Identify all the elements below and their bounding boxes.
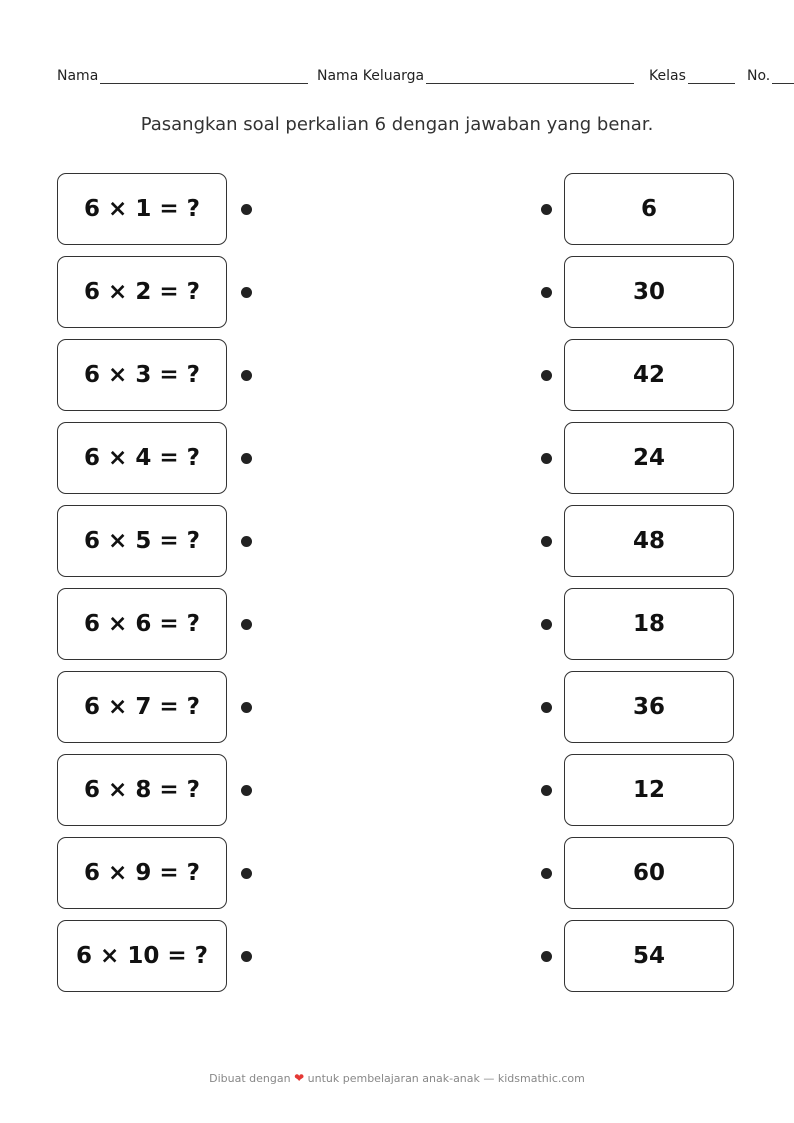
answer-box: 42	[564, 339, 734, 411]
answer-connector-dot[interactable]	[541, 453, 552, 464]
question-connector-dot[interactable]	[241, 619, 252, 630]
question-box: 6 × 6 = ?	[57, 588, 227, 660]
answer-connector-dot[interactable]	[541, 204, 552, 215]
footer-text-before: Dibuat dengan	[209, 1072, 291, 1085]
question-box: 6 × 4 = ?	[57, 422, 227, 494]
answer-connector-dot[interactable]	[541, 702, 552, 713]
family-name-label: Nama Keluarga	[317, 68, 425, 84]
question-connector-dot[interactable]	[241, 868, 252, 879]
answer-connector-dot[interactable]	[541, 785, 552, 796]
answer-box: 30	[564, 256, 734, 328]
answer-connector-dot[interactable]	[541, 287, 552, 298]
question-connector-dot[interactable]	[241, 370, 252, 381]
answer-connector-dot[interactable]	[541, 619, 552, 630]
question-connector-dot[interactable]	[241, 702, 252, 713]
answer-box: 18	[564, 588, 734, 660]
name-line[interactable]	[100, 69, 308, 84]
answer-box: 48	[564, 505, 734, 577]
footer	[0, 1071, 794, 1085]
question-connector-dot[interactable]	[241, 536, 252, 547]
question-connector-dot[interactable]	[241, 453, 252, 464]
question-box: 6 × 5 = ?	[57, 505, 227, 577]
question-box: 6 × 8 = ?	[57, 754, 227, 826]
heart-icon: ❤	[294, 1071, 305, 1085]
answer-connector-dot[interactable]	[541, 951, 552, 962]
question-connector-dot[interactable]	[241, 785, 252, 796]
name-field[interactable]	[57, 68, 308, 84]
answer-box: 60	[564, 837, 734, 909]
answer-box: 6	[564, 173, 734, 245]
answer-box: 36	[564, 671, 734, 743]
class-field[interactable]	[649, 68, 735, 84]
class-label: Kelas	[649, 68, 686, 84]
answer-box: 24	[564, 422, 734, 494]
question-connector-dot[interactable]	[241, 287, 252, 298]
answer-box: 12	[564, 754, 734, 826]
student-info-header	[57, 68, 794, 88]
family-name-field[interactable]	[317, 68, 634, 84]
answer-connector-dot[interactable]	[541, 868, 552, 879]
name-label: Nama	[57, 68, 99, 84]
family-name-line[interactable]	[426, 69, 634, 84]
question-box: 6 × 2 = ?	[57, 256, 227, 328]
footer-text-after: untuk pembelajaran anak-anak — kidsmathic.com	[307, 1072, 585, 1085]
question-box: 6 × 10 = ?	[57, 920, 227, 992]
question-box: 6 × 7 = ?	[57, 671, 227, 743]
question-box: 6 × 9 = ?	[57, 837, 227, 909]
number-line[interactable]	[772, 69, 794, 84]
answer-connector-dot[interactable]	[541, 370, 552, 381]
instruction-text: Pasangkan soal perkalian 6 dengan jawaban yang benar.	[140, 114, 654, 135]
number-field[interactable]	[747, 68, 794, 84]
answer-connector-dot[interactable]	[541, 536, 552, 547]
question-box: 6 × 3 = ?	[57, 339, 227, 411]
number-label: No.	[747, 68, 771, 84]
answer-box: 54	[564, 920, 734, 992]
question-connector-dot[interactable]	[241, 951, 252, 962]
question-connector-dot[interactable]	[241, 204, 252, 215]
question-box: 6 × 1 = ?	[57, 173, 227, 245]
class-line[interactable]	[688, 69, 735, 84]
